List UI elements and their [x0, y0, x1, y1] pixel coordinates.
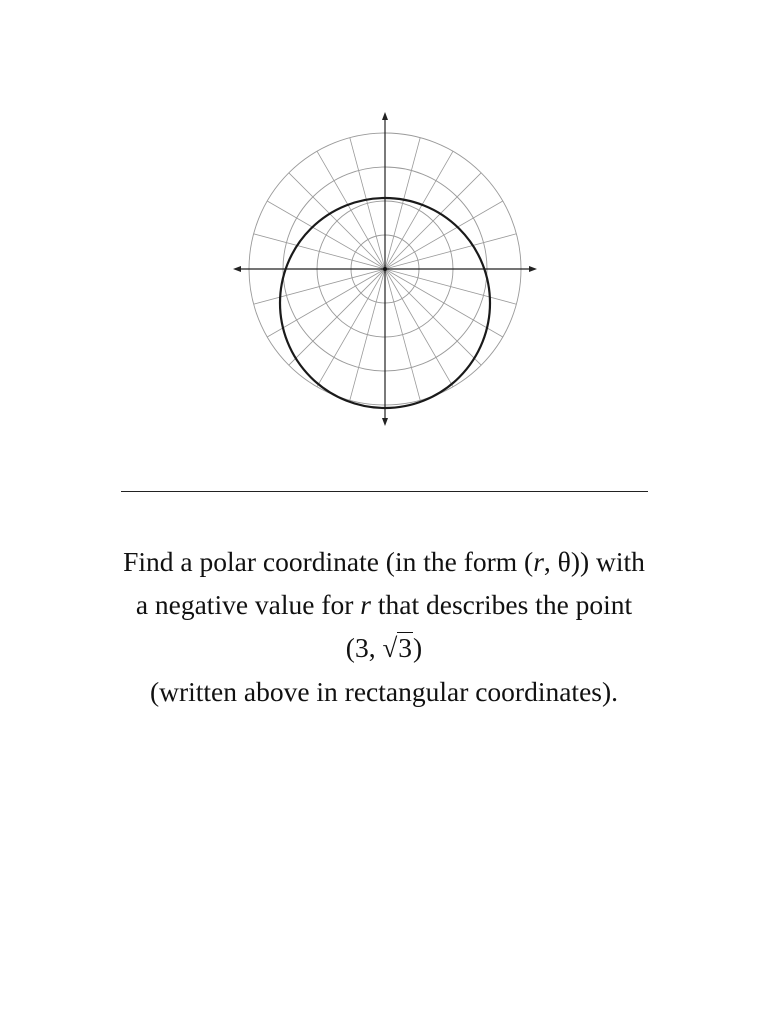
- origin-dot: [383, 267, 387, 271]
- grid-spoke: [289, 173, 385, 269]
- grid-spoke: [385, 234, 516, 269]
- radical-sign: √: [382, 633, 398, 663]
- question-line-1: [40, 540, 728, 583]
- question-line-2-end: that describes the point: [371, 589, 633, 620]
- grid-spoke: [385, 269, 453, 387]
- y-axis-bottom-arrow: [382, 418, 388, 426]
- x-axis-left-arrow: [233, 266, 241, 272]
- variable-r: r: [360, 589, 371, 620]
- grid-spoke: [267, 201, 385, 269]
- radicand: 3: [398, 632, 413, 663]
- grid-spoke: [385, 269, 503, 337]
- grid-spoke: [267, 269, 385, 337]
- grid-spoke: [350, 269, 385, 400]
- y-axis-top-arrow: [382, 112, 388, 120]
- question-text: [40, 540, 728, 713]
- grid-spoke: [254, 234, 385, 269]
- grid-spoke: [385, 269, 420, 400]
- sqrt-expression: [382, 632, 413, 663]
- variable-r: r: [533, 546, 544, 577]
- grid-spoke: [385, 173, 481, 269]
- grid-spoke: [289, 269, 385, 365]
- point-open: (3,: [345, 632, 383, 663]
- grid-spoke: [385, 269, 481, 365]
- question-line-1-end: , θ)) with: [543, 546, 645, 577]
- grid-spoke: [317, 269, 385, 387]
- point-close: ): [413, 632, 423, 663]
- grid-spoke: [254, 269, 385, 304]
- point-coordinates: [40, 626, 728, 670]
- question-line-4: (written above in rectangular coordinates).: [149, 676, 619, 707]
- question-line-2-start: a negative value for: [135, 589, 361, 620]
- polar-graph: [230, 110, 540, 430]
- grid-spoke: [385, 151, 453, 269]
- answer-line: [121, 491, 648, 492]
- question-line-1-start: Find a polar coordinate (in the form (: [123, 546, 534, 577]
- grid-spoke: [385, 269, 516, 304]
- question-line-2: [40, 583, 728, 626]
- grid-spoke: [317, 151, 385, 269]
- grid-spoke: [385, 201, 503, 269]
- x-axis-right-arrow: [529, 266, 537, 272]
